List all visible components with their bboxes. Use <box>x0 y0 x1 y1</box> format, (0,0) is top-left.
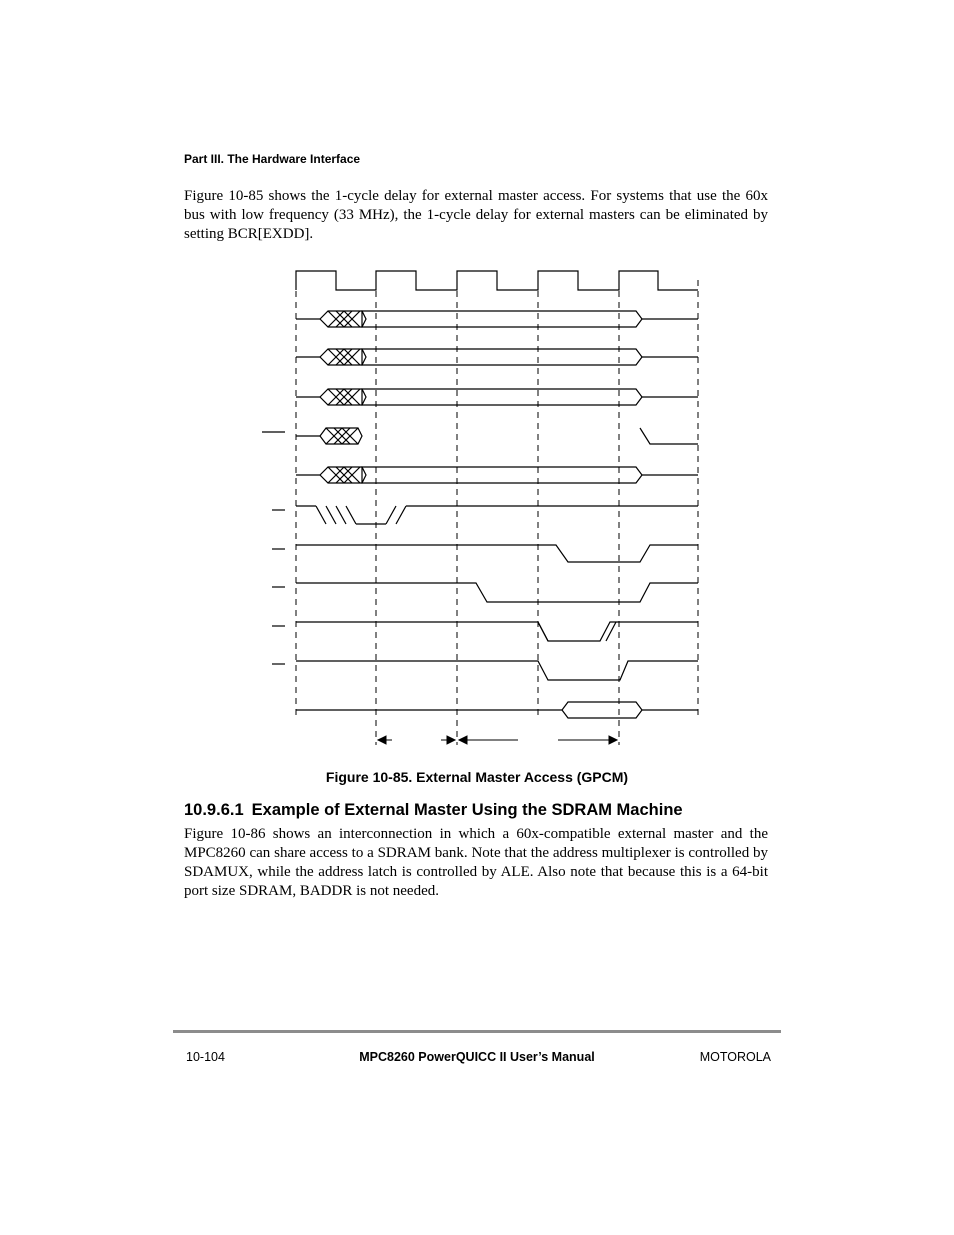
bus-waveform-5 <box>296 467 698 483</box>
waveform-10 <box>272 661 698 680</box>
bus-waveform-11 <box>296 702 698 718</box>
footer-rule <box>173 1030 781 1033</box>
section-heading <box>184 801 683 820</box>
waveform-6 <box>272 506 698 524</box>
bus-waveform-1 <box>296 311 698 327</box>
waveform-4 <box>262 428 698 444</box>
waveform-7 <box>272 545 698 562</box>
running-head: Part III. The Hardware Interface <box>184 152 361 166</box>
timing-diagram <box>250 262 710 752</box>
cycle-guides <box>296 280 698 745</box>
clock-waveform <box>296 271 698 290</box>
bus-waveform-2 <box>296 349 698 365</box>
delay-markers <box>378 736 617 744</box>
publisher: MOTOROLA <box>699 1050 771 1064</box>
figure-caption: Figure 10-85. External Master Access (GPCM) <box>325 769 629 785</box>
waveform-8 <box>272 583 698 602</box>
page-number: 10-104 <box>186 1050 225 1064</box>
section-body: Figure 10-86 shows an interconnection in which a 60x-compatible external master and the MPC8260 can share access to a SDRAM bank. Note that the address multiplexer is controlled by SDAMUX, while the address latch is controlled by ALE. Also note that because this is a 64-bit port size SDRAM, BADDR is not needed. <box>184 826 768 899</box>
waveform-9 <box>272 622 698 641</box>
manual-title: MPC8260 PowerQUICC II User’s Manual <box>359 1050 595 1064</box>
intro-paragraph: Figure 10-85 shows the 1-cycle delay for external master access. For systems that use the 60x bus with low frequency (33 MHz), the 1-cycle delay for external masters can be eliminated by setting BCR[EXDD]. <box>184 188 768 242</box>
bus-waveform-3 <box>296 389 698 405</box>
section-title: Example of External Master Using the SDRAM Machine <box>251 801 683 819</box>
section-number: 10.9.6.1 <box>184 801 244 819</box>
